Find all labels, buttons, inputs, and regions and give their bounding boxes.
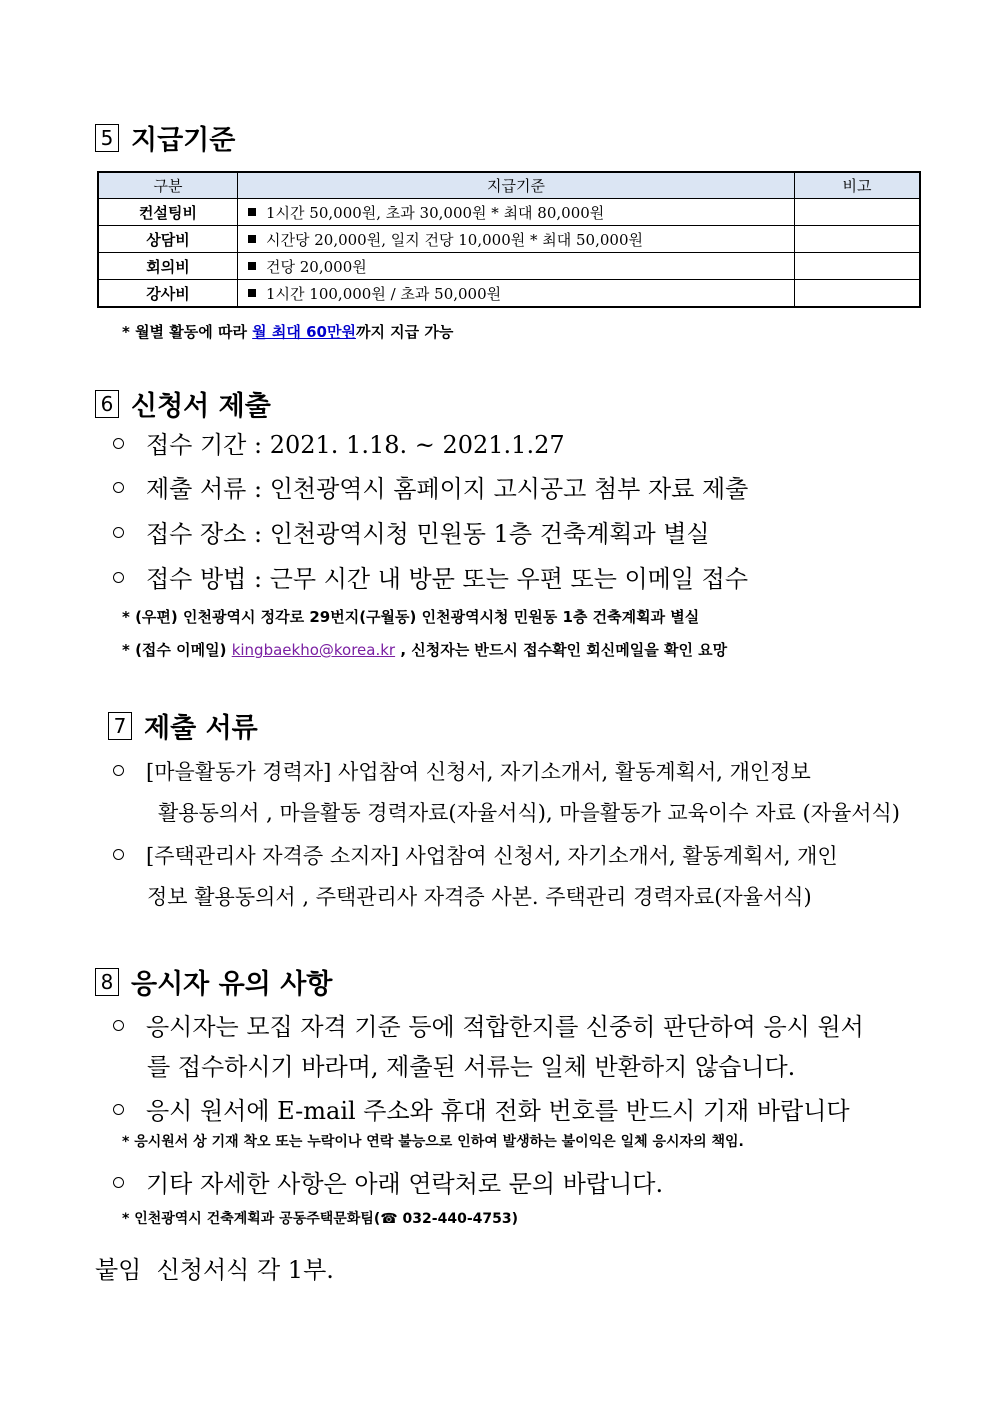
table-row	[98, 253, 920, 280]
table-footnote	[122, 321, 453, 342]
list-item-continuation: 활용동의서 , 마을활동 경력자료(자율서식), 마을활동가 교육이수 자료 (자율서식)	[158, 801, 900, 825]
list-item-text: 접수 장소 : 인천광역시청 민원동 1층 건축계획과 별실	[146, 520, 710, 548]
section-7-heading	[108, 706, 258, 745]
category-cell: 상담비	[98, 226, 238, 253]
list-item	[113, 840, 838, 870]
circle-bullet-icon	[113, 438, 124, 449]
section-title: 신청서 제출	[131, 391, 271, 422]
section-title: 응시자 유의 사항	[131, 969, 333, 1000]
circle-bullet-icon	[113, 849, 124, 860]
mail-address-note: * (우편) 인천광역시 정각로 29번지(구월동) 인천광역시청 민원동 1층 건축계획과 별실	[122, 608, 700, 626]
standard-text: 1시간 50,000원, 초과 30,000원 * 최대 80,000원	[266, 203, 605, 222]
email-link[interactable]: kingbaekho@korea.kr	[231, 641, 396, 659]
list-item-text: 응시 원서에 E-mail 주소와 휴대 전화 번호를 반드시 기재 바랍니다	[146, 1097, 850, 1125]
section-8-heading	[95, 962, 332, 1001]
list-item	[113, 514, 710, 549]
list-item	[113, 469, 748, 504]
list-item-text: 제출 서류 : 인천광역시 홈페이지 고시공고 첨부 자료 제출	[146, 475, 749, 503]
note-text: * (접수 이메일)	[122, 641, 232, 659]
standard-cell	[238, 280, 795, 308]
section-number: 6	[95, 390, 119, 418]
section-number: 5	[95, 124, 119, 152]
note-cell	[795, 280, 921, 308]
category-cell: 강사비	[98, 280, 238, 308]
column-header: 지급기준	[238, 172, 795, 199]
category-cell: 컨설팅비	[98, 199, 238, 226]
standard-text: 건당 20,000원	[266, 257, 367, 276]
note-cell	[795, 199, 921, 226]
list-item-text: [마을활동가 경력자] 사업참여 신청서, 자기소개서, 활동계획서, 개인정보	[146, 760, 811, 784]
circle-bullet-icon	[113, 572, 124, 583]
list-item-text: [주택관리사 자격증 소지자] 사업참여 신청서, 자기소개서, 활동계획서, 개인	[146, 844, 838, 868]
category-cell: 회의비	[98, 253, 238, 280]
column-header: 비고	[795, 172, 921, 199]
section-6-heading	[95, 384, 271, 423]
contact-note: * 인천광역시 건축계획과 공동주택문화팀(☎ 032-440-4753)	[122, 1211, 518, 1227]
standard-text: 시간당 20,000원, 일지 건당 10,000원 * 최대 50,000원	[266, 230, 643, 249]
list-item	[113, 1164, 663, 1199]
column-header: 구분	[98, 172, 238, 199]
circle-bullet-icon	[113, 527, 124, 538]
section-number: 8	[95, 968, 119, 996]
section-title: 지급기준	[131, 125, 236, 156]
table-row	[98, 280, 920, 308]
list-item	[113, 425, 565, 460]
list-item-text: 응시자는 모집 자격 기준 등에 적합한지를 신중히 판단하여 응시 원서	[146, 1013, 864, 1041]
square-bullet-icon	[248, 235, 256, 243]
table-header-row	[98, 172, 920, 199]
footnote-text: 까지 지급 가능	[355, 323, 454, 341]
list-item	[113, 756, 811, 786]
circle-bullet-icon	[113, 482, 124, 493]
list-item-continuation: 를 접수하시기 바라며, 제출된 서류는 일체 반환하지 않습니다.	[147, 1053, 796, 1081]
circle-bullet-icon	[113, 1104, 124, 1115]
circle-bullet-icon	[113, 765, 124, 776]
square-bullet-icon	[248, 289, 256, 297]
standard-cell	[238, 253, 795, 280]
list-item	[113, 1091, 850, 1126]
section-title: 제출 서류	[144, 713, 258, 744]
circle-bullet-icon	[113, 1020, 124, 1031]
footnote-highlight: 월 최대 60만원	[252, 323, 356, 341]
list-item-text: 접수 기간 : 2021. 1.18. ~ 2021.1.27	[146, 431, 565, 459]
section-number: 7	[108, 712, 132, 740]
note-text: , 신청자는 반드시 접수확인 회신메일을 확인 요망	[395, 641, 728, 659]
attachment-line: 붙임 신청서식 각 1부.	[95, 1256, 334, 1284]
list-item-text: 접수 방법 : 근무 시간 내 방문 또는 우편 또는 이메일 접수	[146, 565, 749, 593]
note-cell	[795, 226, 921, 253]
table-row	[98, 226, 920, 253]
list-item-continuation: 정보 활용동의서 , 주택관리사 자격증 사본. 주택관리 경력자료(자율서식)	[147, 885, 812, 909]
note-cell	[795, 253, 921, 280]
circle-bullet-icon	[113, 1177, 124, 1188]
caution-note: * 응시원서 상 기재 착오 또는 누락이나 연락 불능으로 인하여 발생하는 불이익은 일체 응시자의 책임.	[122, 1134, 744, 1150]
standard-cell	[238, 226, 795, 253]
square-bullet-icon	[248, 262, 256, 270]
list-item	[113, 559, 748, 594]
list-item	[113, 1007, 864, 1042]
email-note	[122, 639, 727, 660]
payment-standard-table	[97, 171, 921, 308]
footnote-text: * 월별 활동에 따라	[122, 323, 253, 341]
list-item-text: 기타 자세한 사항은 아래 연락처로 문의 바랍니다.	[146, 1170, 664, 1198]
section-5-heading	[95, 118, 235, 157]
square-bullet-icon	[248, 208, 256, 216]
table-row	[98, 199, 920, 226]
standard-cell	[238, 199, 795, 226]
standard-text: 1시간 100,000원 / 초과 50,000원	[266, 284, 502, 303]
